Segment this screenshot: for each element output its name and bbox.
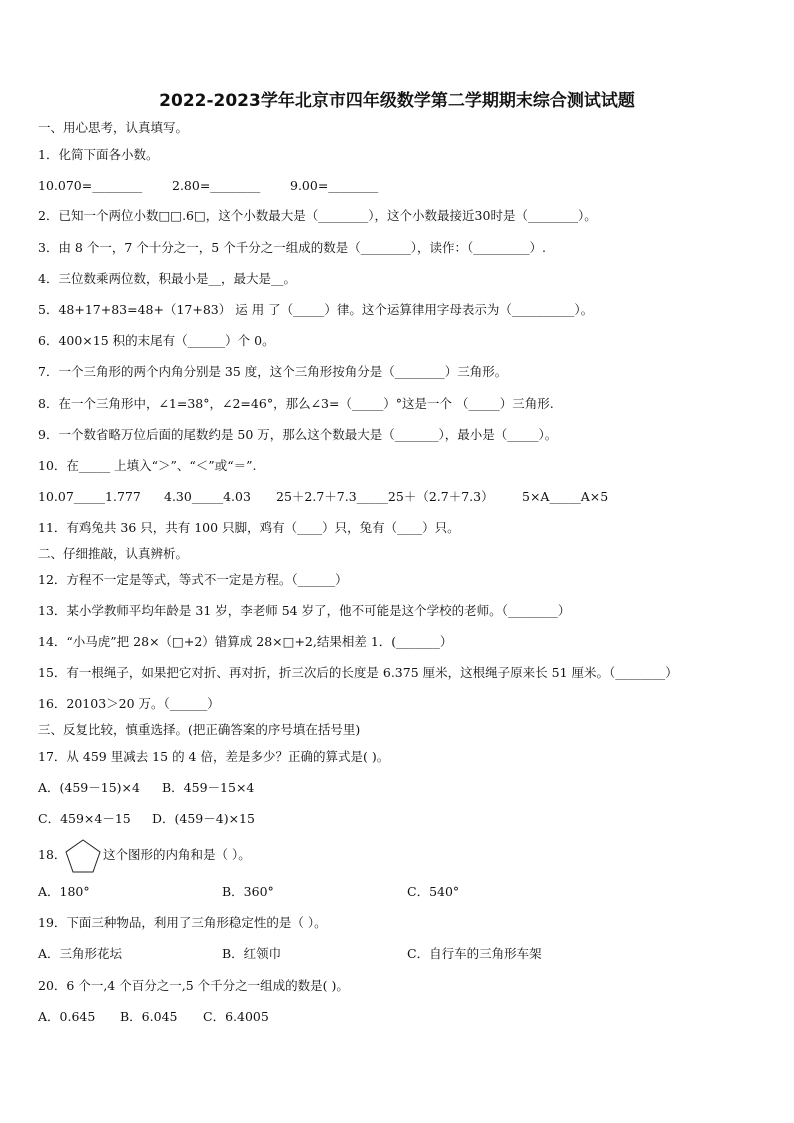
question-9: 9．一个数省略万位后面的尾数约是 50 万，那么这个数最大是（_______），最小是（_____）。 <box>38 427 558 442</box>
question-10-part-b: 4.30_____4.03 <box>164 489 251 504</box>
question-18 <box>38 847 66 865</box>
question-17-option-c: C．459×4－15 <box>38 811 131 826</box>
question-3: 3．由 8 个一，7 个十分之一，5 个千分之一组成的数是（________），读作：（_________）. <box>38 240 546 255</box>
pentagon-figure-icon <box>64 838 102 874</box>
question-1-part-b: 2.80=________ <box>172 178 261 193</box>
question-16: 16．20103＞20 万。（______） <box>38 696 220 711</box>
question-17-option-b: B．459－15×4 <box>162 780 255 795</box>
question-18-option-c: C．540° <box>407 884 460 899</box>
question-18-option-b: B．360° <box>222 884 274 899</box>
question-5: 5．48+17+83=48+（17+83） 运 用 了（_____）律。这个运算律用字母表示为（__________）。 <box>38 302 594 317</box>
section-3-heading: 三、反复比较，慎重选择。(把正确答案的序号填在括号里) <box>38 722 361 737</box>
question-1: 1．化简下面各小数。 <box>38 147 159 162</box>
question-20-option-c: C．6.4005 <box>203 1009 269 1024</box>
question-10-part-c: 25＋2.7＋7.3_____25＋（2.7＋7.3） <box>276 489 494 504</box>
question-19: 19．下面三种物品，利用了三角形稳定性的是（ ）。 <box>38 915 327 930</box>
question-15: 15．有一根绳子，如果把它对折、再对折，折三次后的长度是 6.375 厘米，这根绳子原来长 51 厘米。（________） <box>38 665 678 680</box>
question-10-part-a: 10.07_____1.777 <box>38 489 141 504</box>
section-2-heading: 二、仔细推敲，认真辨析。 <box>38 546 189 561</box>
question-17: 17．从 459 里减去 15 的 4 倍，差是多少？正确的算式是( )。 <box>38 749 390 764</box>
question-13: 13．某小学教师平均年龄是 31 岁，李老师 54 岁了，他不可能是这个学校的老师。（________） <box>38 603 571 618</box>
question-18-text: 这个图形的内角和是（ ）。 <box>103 847 251 862</box>
question-19-option-b: B．红领巾 <box>222 946 282 961</box>
question-12: 12．方程不一定是等式，等式不一定是方程。（______） <box>38 572 348 587</box>
question-14: 14．“小马虎”把 28×（□+2）错算成 28×□+2,结果相差 1．(_______） <box>38 634 453 649</box>
question-1-part-c: 9.00=________ <box>290 178 379 193</box>
question-18-number: 18． <box>38 847 67 862</box>
question-8: 8．在一个三角形中，∠1=38°，∠2=46°，那么∠3=（_____）°这是一个 （_____）三角形. <box>38 396 554 411</box>
question-20: 20．6 个一,4 个百分之一,5 个千分之一组成的数是( )。 <box>38 978 349 993</box>
question-19-option-c: C．自行车的三角形车架 <box>407 946 542 961</box>
question-20-option-b: B．6.045 <box>120 1009 178 1024</box>
question-10: 10．在_____ 上填入“＞”、“＜”或“＝”. <box>38 458 257 473</box>
question-10-part-d: 5×A_____A×5 <box>522 489 609 504</box>
page-title: 2022-2023学年北京市四年级数学第二学期期末综合测试试题 <box>159 91 635 111</box>
question-1-part-a: 10.070=________ <box>38 178 143 193</box>
question-18-option-a: A．180° <box>38 884 90 899</box>
question-11: 11．有鸡兔共 36 只，共有 100 只脚，鸡有（____）只，兔有（____）只。 <box>38 520 460 535</box>
question-6: 6．400×15 积的末尾有（______）个 0。 <box>38 333 275 348</box>
question-17-option-d: D．(459－4)×15 <box>152 811 255 826</box>
question-4: 4．三位数乘两位数，积最小是__，最大是__。 <box>38 271 296 286</box>
question-7: 7．一个三角形的两个内角分别是 35 度，这个三角形按角分是（________）三角形。 <box>38 364 508 379</box>
question-19-option-a: A．三角形花坛 <box>38 946 123 961</box>
question-17-option-a: A．(459－15)×4 <box>38 780 140 795</box>
section-1-heading: 一、用心思考，认真填写。 <box>38 120 189 135</box>
question-2: 2．已知一个两位小数□□.6□，这个小数最大是（________），这个小数最接近30时是（________）。 <box>38 208 597 223</box>
question-20-option-a: A．0.645 <box>38 1009 96 1024</box>
